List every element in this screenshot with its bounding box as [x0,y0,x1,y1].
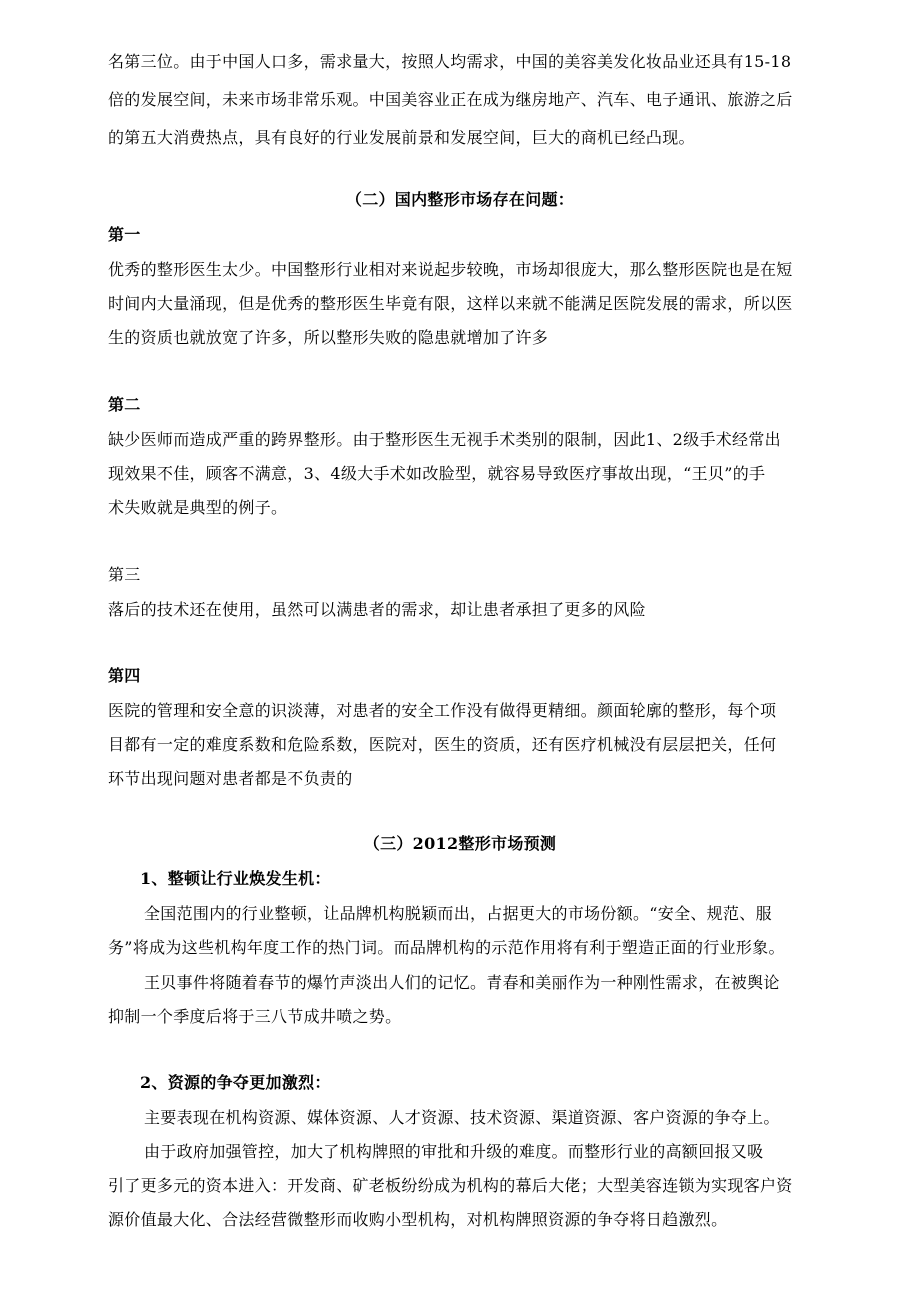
paragraph-line: 时间内大量涌现，但是优秀的整形医生毕竟有限，这样以来就不能满足医院发展的需求，所以医 [108,294,793,313]
section-heading: （二）国内整形市场存在问题： [345,190,575,209]
paragraph-line: 主要表现在机构资源、媒体资源、人才资源、技术资源、渠道资源、客户资源的争夺上。 [144,1108,780,1127]
item-title: 第一 [108,225,141,244]
paragraph-line: 医院的管理和安全意的识淡薄，对患者的安全工作没有做得更精细。颜面轮廓的整形，每个项 [108,701,777,720]
subsection-title: 1、整顿让行业焕发生机： [140,869,331,888]
item-title: 第四 [108,666,141,685]
paragraph-line: 抑制一个季度后将于三八节成井喷之势。 [108,1007,402,1026]
section-heading: （三）2012整形市场预测 [363,834,557,853]
paragraph-line: 术失败就是典型的例子。 [108,498,288,517]
paragraph-line: 现效果不佳，顾客不满意，3、4级大手术如改脸型，就容易导致医疗事故出现，“王贝”的手 [108,464,766,483]
paragraph-line: 环节出现问题对患者都是不负责的 [108,769,353,788]
paragraph-line: 务”将成为这些机构年度工作的热门词。而品牌机构的示范作用将有利于塑造正面的行业形象。 [108,938,785,957]
paragraph-line: 优秀的整形医生太少。中国整形行业相对来说起步较晚，市场却很庞大，那么整形医院也是在短 [108,260,793,279]
paragraph-line: 目都有一定的难度系数和危险系数，医院对，医生的资质，还有医疗机械没有层层把关，任何 [108,735,777,754]
item-title: 第三 [108,565,141,584]
intro-line: 名第三位。由于中国人口多，需求量大，按照人均需求，中国的美容美发化妆品业还具有15-18 [108,52,792,71]
subsection-title: 2、资源的争夺更加激烈： [140,1073,331,1092]
paragraph-line: 全国范围内的行业整顿，让品牌机构脱颖而出，占据更大的市场份额。“安全、规范、服 [144,904,772,923]
paragraph-line: 缺少医师而造成严重的跨界整形。由于整形医生无视手术类别的限制，因此1、2级手术经常出 [108,430,781,449]
paragraph-line: 引了更多元的资本进入：开发商、矿老板纷纷成为机构的幕后大佬；大型美容连锁为实现客户资 [108,1176,793,1195]
paragraph-line: 落后的技术还在使用，虽然可以满患者的需求，却让患者承担了更多的风险 [108,600,646,619]
paragraph-line: 由于政府加强管控，加大了机构牌照的审批和升级的难度。而整形行业的高额回报又吸 [144,1142,764,1161]
intro-line: 的第五大消费热点，具有良好的行业发展前景和发展空间，巨大的商机已经凸现。 [108,128,695,147]
item-title: 第二 [108,395,141,414]
paragraph-line: 源价值最大化、合法经营微整形而收购小型机构，对机构牌照资源的争夺将日趋激烈。 [108,1210,728,1229]
paragraph-line: 生的资质也就放宽了许多，所以整形失败的隐患就增加了许多 [108,328,549,347]
intro-line: 倍的发展空间，未来市场非常乐观。中国美容业正在成为继房地产、汽车、电子通讯、旅游之后 [108,90,793,109]
paragraph-line: 王贝事件将随着春节的爆竹声淡出人们的记忆。青春和美丽作为一种刚性需求，在被舆论 [144,973,780,992]
